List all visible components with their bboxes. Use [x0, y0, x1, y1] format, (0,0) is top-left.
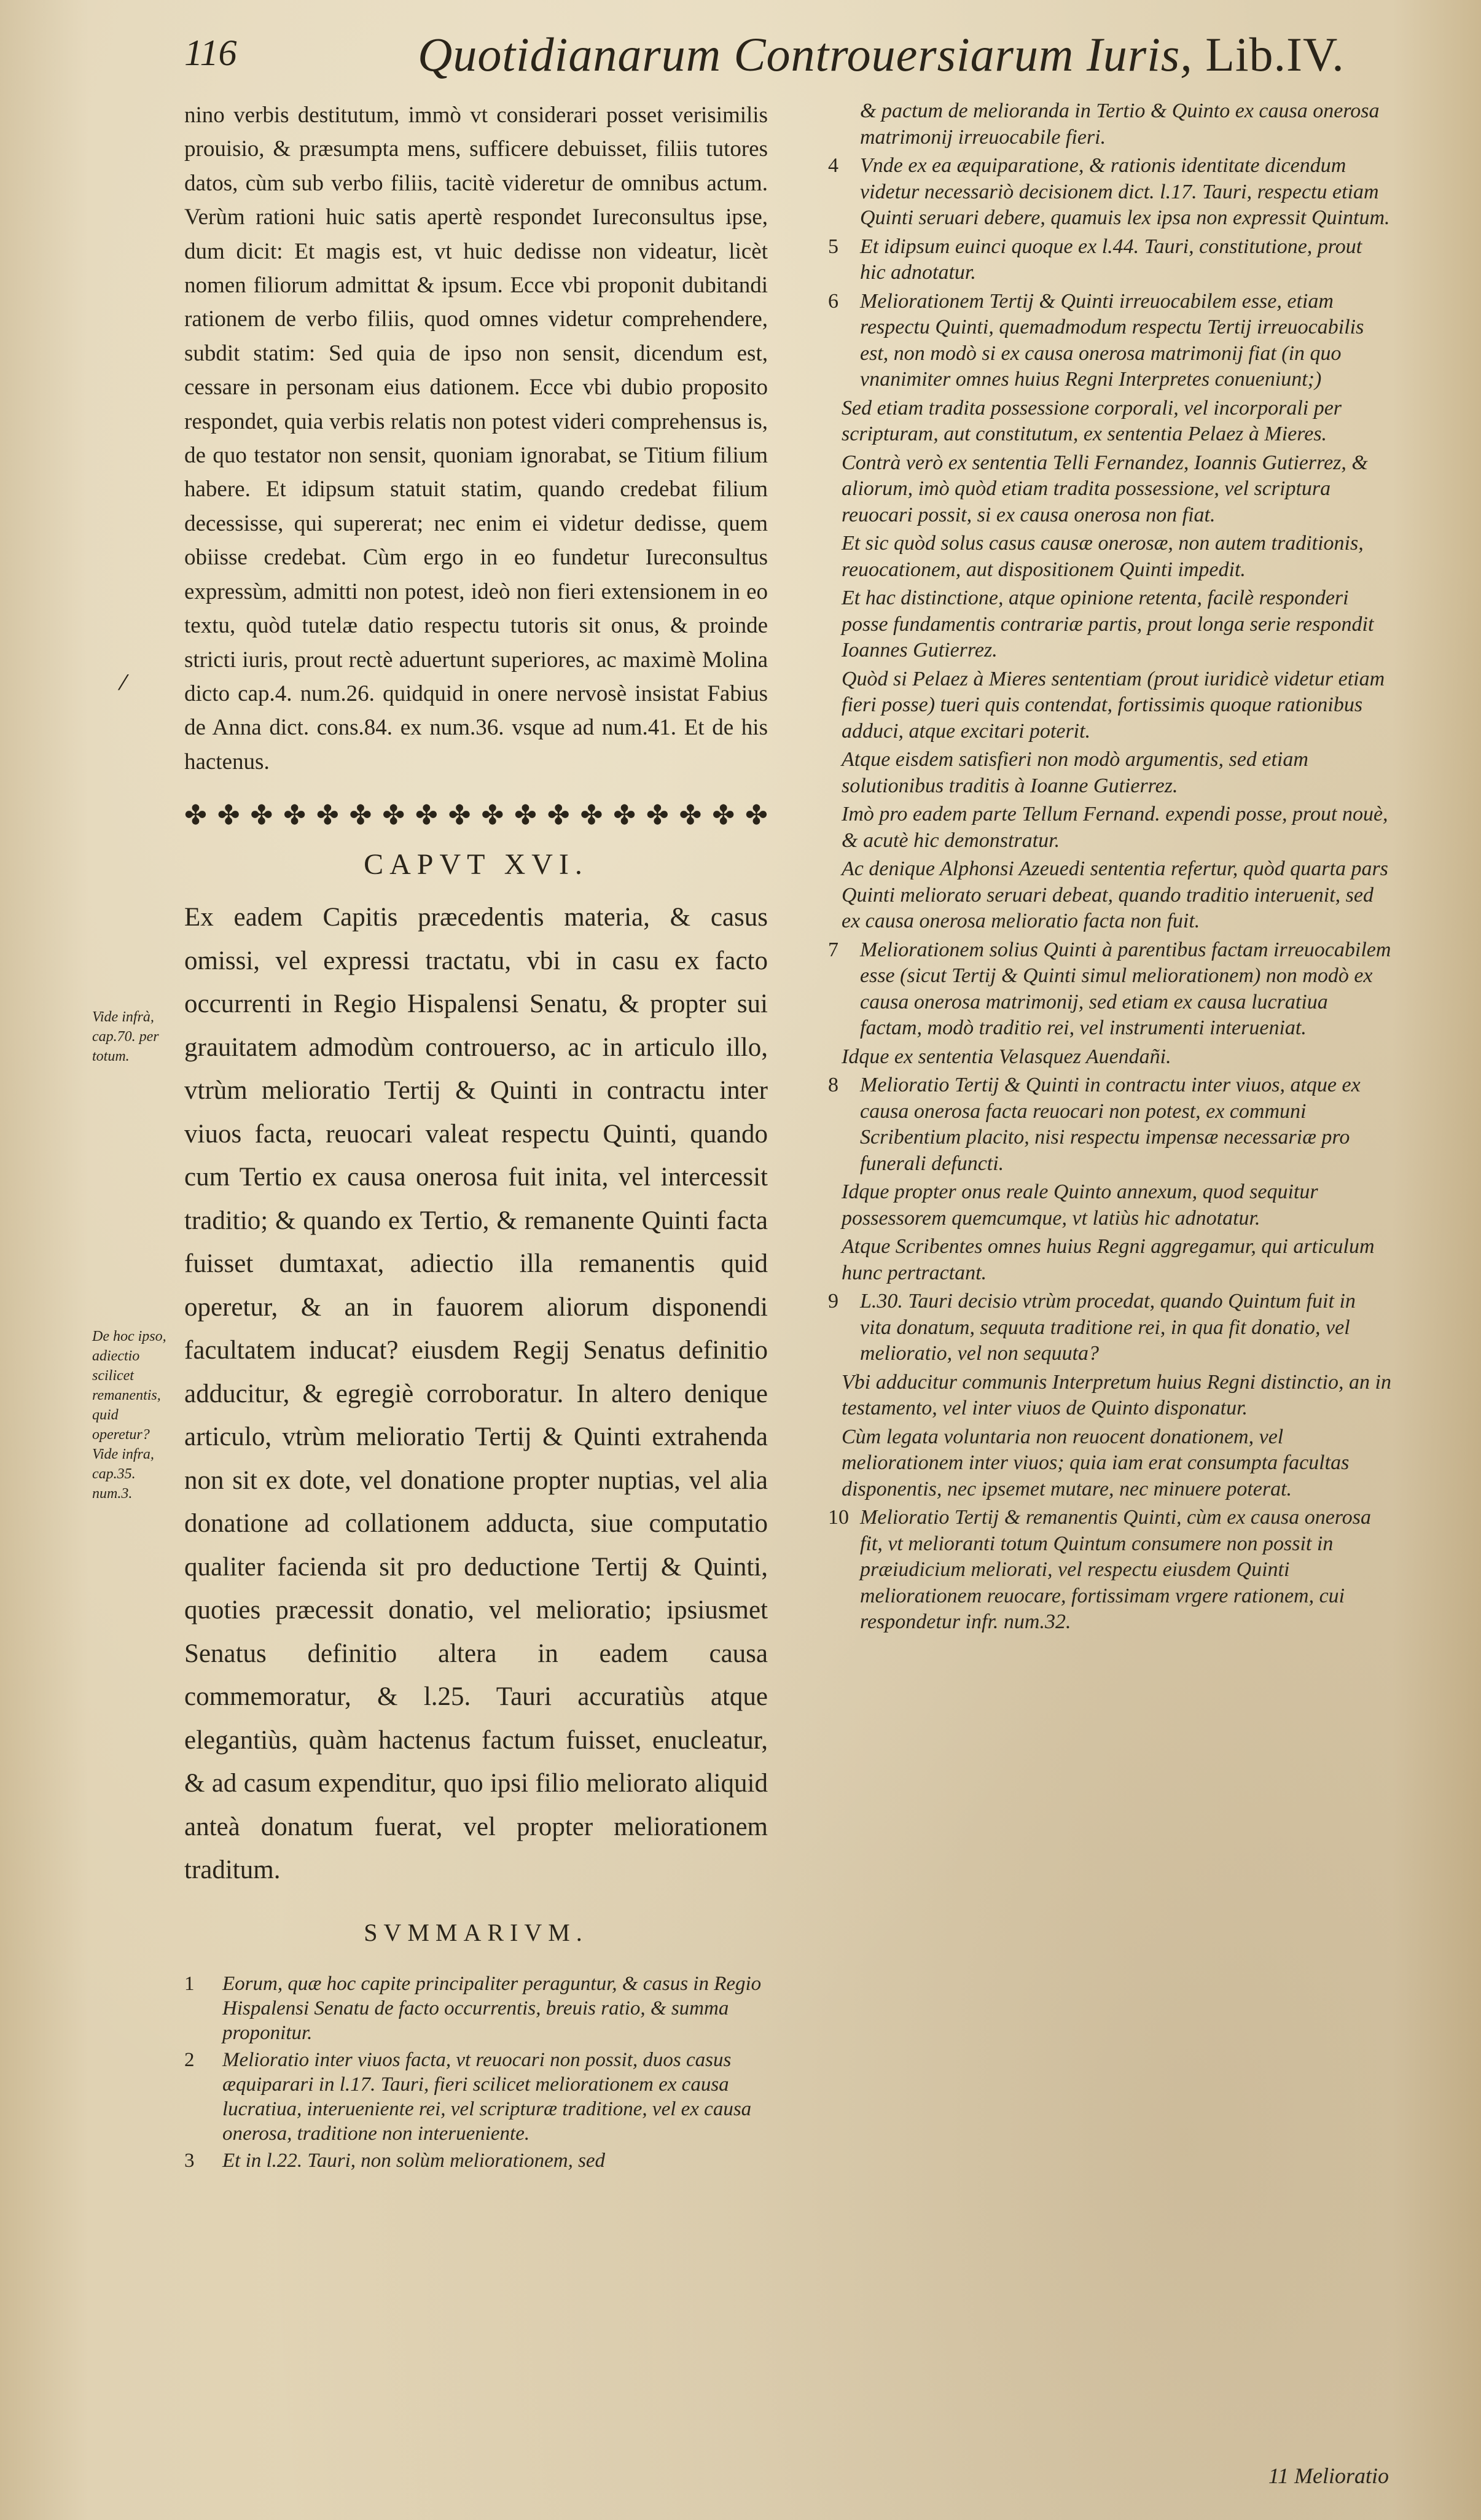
entry-text: Cùm legata voluntaria non reuocent donationem, vel meliorationem inter viuos; quia iam erat consumpta facultas disponentis, nec ipsemet mutare, nec minuere poterat. [842, 1425, 1350, 1500]
item-text: Et in l.22. Tauri, non solùm meliorationem, sed [222, 2149, 606, 2172]
entry-text: Et idipsum euinci quoque ex l.44. Tauri, constitutione, prout hic adnotatur. [860, 235, 1362, 284]
summarium-entry [823, 450, 1391, 529]
entry-text: Contrà verò ex sententia Telli Fernandez, Ioannis Gutierrez, & aliorum, imò quòd etiam tradita possessione, vel scriptura reuocari possit, si ex causa onerosa non fiat. [842, 451, 1368, 526]
fleuron-ornament: ✤ [349, 800, 372, 831]
item-number: 1 [184, 1972, 195, 1995]
ornamental-divider [184, 797, 768, 834]
item-number: 3 [184, 2149, 195, 2172]
fleuron-ornament: ✤ [217, 800, 240, 831]
fleuron-ornament: ✤ [316, 800, 339, 831]
fleuron-ornament: ✤ [382, 800, 405, 831]
item-number: 2 [184, 2048, 195, 2071]
running-title [418, 27, 1345, 82]
summarium-item [184, 2048, 768, 2146]
summarium-entry [823, 153, 1391, 232]
summarium-entry [823, 1044, 1391, 1071]
fleuron-ornament: ✤ [679, 800, 702, 831]
entry-text: Vbi adducitur communis Interpretum huius Regni distinctio, an in testamento, vel inter viuos de Quinto disponatur. [842, 1370, 1391, 1419]
entry-text: Melioratio Tertij & Quinti in contractu inter viuos, atque ex causa onerosa facta reuocari non potest, ex communi Scribentium placito, nisi respectu impensæ necessariæ pro funerali defuncti. [860, 1074, 1361, 1175]
entry-text: Idque ex sententia Velasquez Auendañi. [842, 1045, 1171, 1068]
summarium-entry [823, 666, 1391, 745]
chapter-heading: CAPVT XVI. [364, 848, 588, 881]
fleuron-ornament: ✤ [613, 800, 636, 831]
item-text: Eorum, quæ hoc capite principaliter peraguntur, & casus in Regio Hispalensi Senatu de facto occurrentis, breuis ratio, & summa proponitur. [222, 1972, 762, 2044]
margin-mark: ⁄ [122, 671, 125, 695]
summarium-entry [823, 98, 1391, 150]
entry-text: Sed etiam tradita possessione corporali, vel incorporali per scripturam, aut constitutum, ex sententia Pelaez à Mieres. [842, 396, 1342, 445]
summarium-entry [823, 856, 1391, 935]
summarium-item [184, 1972, 768, 2045]
fleuron-ornament: ✤ [184, 800, 207, 831]
entry-text: Et sic quòd solus casus causæ onerosæ, non autem traditionis, reuocationem, aut dispositionem Quinti impedit. [842, 532, 1364, 581]
summarium-list [184, 1972, 768, 2173]
summarium-entry [823, 396, 1391, 448]
summarium-entry [823, 937, 1391, 1042]
chapter-argument: Ex eadem Capitis præcedentis materia, & casus omissi, vel expressi tractatu, vbi in casu ex facto occurrenti in Regio Hispalensi Senatu, & propter sui grauitatem admodùm controuerso, ac in articulo illo, vtrùm melioratio Tertij & Quinti in contractu inter viuos facta, reuocari valeat respectu Quinti, quando cum Tertio ex causa onerosa fuit inita, vel intercessit traditio; & quando ex Tertio, & remanente Quinti facta fuisset dumtaxat, adiectio illa remanentis quid operetur, & an in fauorem aliorum disponendi facultatem inducat? eiusdem Regij Senatus definitio adducitur, & egregiè corroboratur. In altero denique articulo, vtrùm melioratio Tertij & Quinti extrahenda non sit ex dote, vel donatione propter nuptias, vel alia donatione ad collationem adducta, siue computatio qualiter facienda sit pro deductione Tertij & Quinti, quoties præcessit donatio, vel melioratio; ipsiusmet Senatus definitio altera in eadem causa commemoratur, & l.25. Tauri accuratiùs atque elegantiùs, quàm hactenus factum fuisset, enucleatur, & ad casum expenditur, quo ipsi filio meliorato aliquid anteà donatum fuerat, vel propter meliorationem traditum. [184, 903, 768, 1885]
fleuron-ornament: ✤ [514, 800, 537, 831]
page-number: 116 [184, 33, 237, 73]
summarium-entry [823, 1179, 1391, 1231]
fleuron-ornament: ✤ [744, 800, 768, 831]
left-column [184, 98, 768, 2175]
entry-number: 8 [828, 1074, 838, 1096]
entry-number: 10 [828, 1506, 849, 1529]
entry-text: Idque propter onus reale Quinto annexum, quod sequitur possessorem quemcumque, vt latiùs hic adnotatur. [842, 1180, 1318, 1230]
summarium-entry [823, 1289, 1391, 1367]
entry-number: 5 [828, 235, 838, 258]
running-title-text: Quotidianarum Controuersiarum Iuris, [418, 28, 1193, 81]
right-column [823, 98, 1391, 1638]
item-text: Melioratio inter viuos facta, vt reuocari non possit, duos casus æquiparari in l.17. Tauri, fieri scilicet meliorationem ex causa lucratiua, interueniente rei, vel scripturæ traditione, vel ex causa onerosa, traditione non interueniente. [222, 2048, 752, 2145]
entry-text: Meliorationem Tertij & Quinti irreuocabilem esse, etiam respectu Quinti, quemadmodum respectu Tertij irreuocabilis est, non modò si ex causa onerosa matrimonij fiat (in quo vnanimiter omnes huius Regni Interpretes conueniunt;) [860, 289, 1364, 391]
summarium-entry [823, 1505, 1391, 1636]
fleuron-ornament: ✤ [481, 800, 504, 831]
entry-text: Atque eisdem satisfieri non modò argumentis, sed etiam solutionibus traditis à Ioanne Gutierrez. [842, 748, 1308, 797]
fleuron-ornament: ✤ [415, 800, 438, 831]
entry-text: L.30. Tauri decisio vtrùm procedat, quando Quintum fuit in vita donatum, sequuta traditione rei, in qua fit donatio, vel melioratio, vel non sequuta? [860, 1290, 1356, 1365]
page-header [184, 25, 1351, 86]
entry-text: Ac denique Alphonsi Azeuedi sententia refertur, quòd quarta pars Quinti meliorato seruari debeat, quando traditio interuenit, sed ex causa onerosa melioratio facta non fuit. [842, 857, 1388, 932]
summarium-entry [823, 1234, 1391, 1286]
summarium-entry [823, 1370, 1391, 1422]
entry-text: & pactum de melioranda in Tertio & Quinto ex causa onerosa matrimonij irreuocabile fieri. [860, 99, 1380, 149]
intro-paragraph: nino verbis destitutum, immò vt considerari posset verisimilis prouisio, & præsumpta mens, sufficere debuisset, filiis tutores datos, cùm sub verbo filiis, tacitè videretur de omnibus actum. Verùm rationi huic satis apertè respondet Iureconsultus ipse, dum dicit: Et magis est, vt huic dedisse non videatur, licèt nomen filiorum admittat & ipsum. Ecce vbi proponit dubitandi rationem de verbo filiis, quod omnes videtur comprehendere, subdit statim: Sed quia de ipso non sensit, dicendum est, cessare in personam eius dationem. Ecce vbi dubio proposito respondet, quia verbis relatis non potest videri comprehensus is, de quo testator non sensit, quoniam ignorabat, se Titium filium habere. Et idipsum statuit statim, quando credebat filium decessisse, qui supererat; nec enim ei videtur dedisse, quem obiisse credebat. Cùm ergo in eo fundetur Iureconsultus expressùm, admitti non potest, ideò non fieri extensionem in eo textu, quòd tutelæ datio respectu tutoris sit onus, & proinde stricti iuris, prout rectè aduertunt superiores, ac maximè Molina dicto cap.4. num.26. quidquid in onere nervosè insistat Fabius de Anna dict. cons.84. ex num.36. vsque ad num.41. Et de his hactenus. [184, 103, 768, 774]
catchword: 11 Melioratio [1268, 2463, 1389, 2488]
fleuron-ornament: ✤ [250, 800, 273, 831]
summarium-entry [823, 234, 1391, 286]
fleuron-ornament: ✤ [712, 800, 735, 831]
entry-text: Atque Scribentes omnes huius Regni aggregamur, qui articulum hunc pertractant. [842, 1235, 1375, 1284]
margin-note-2: De hoc ipso, adiectio scilicet remanentis, quid operetur? Vide infra, cap.35. num.3. [92, 1328, 166, 1502]
fleuron-ornament: ✤ [646, 800, 669, 831]
fleuron-ornament: ✤ [448, 800, 471, 831]
entry-text: Et hac distinctione, atque opinione retenta, facilè responderi posse fundamentis contrariæ partis, prout longa serie respondit Ioannes Gutierrez. [842, 587, 1374, 661]
entry-text: Vnde ex ea æquiparatione, & rationis identitate dicendum videtur necessariò decisionem dict. l.17. Tauri, respectu etiam Quinti seruari debere, quamuis lex ipsa non expressit Quintum. [860, 154, 1390, 229]
summarium-entry [823, 531, 1391, 583]
summarium-entry [823, 747, 1391, 799]
entry-number: 9 [828, 1290, 838, 1313]
entry-text: Melioratio Tertij & remanentis Quinti, cùm ex causa onerosa fit, vt melioranti totum Quintum consumere non possit in præiudicium meliorati, vel respectu eiusdem Quinti meliorationem reuocare, fortissimam vrgere rationem, cui respondetur infr. num.32. [860, 1506, 1371, 1633]
entry-number: 6 [828, 289, 838, 313]
fleuron-ornament: ✤ [547, 800, 570, 831]
fleuron-ornament: ✤ [283, 800, 306, 831]
summarium-entry [823, 289, 1391, 393]
fleuron-ornament: ✤ [580, 800, 603, 831]
summarium-entry [823, 802, 1391, 854]
summarium-heading: SVMMARIVM. [364, 1918, 588, 1946]
entry-number: 4 [828, 154, 838, 177]
summarium-entry [823, 1424, 1391, 1503]
margin-note-1: Vide infrà, cap.70. per totum. [92, 1009, 159, 1064]
summarium-entry [823, 585, 1391, 664]
summarium-item [184, 2148, 768, 2173]
entry-number: 7 [828, 938, 838, 961]
entry-text: Meliorationem solius Quinti à parentibus factam irreuocabilem esse (sicut Tertij & Quinti simul meliorationem) non modò ex causa onerosa matrimonij, sed etiam ex causa lucratiua factam, modò traditio rei, vel instrumenti interueniat. [860, 938, 1391, 1039]
summarium-entry [823, 1072, 1391, 1177]
book-number: Lib.IV. [1205, 28, 1345, 81]
entry-text: Imò pro eadem parte Tellum Fernand. expendi posse, prout nouè, & acutè hic demonstratur. [842, 803, 1388, 852]
entry-text: Quòd si Pelaez à Mieres sententiam (prout iuridicè videtur etiam fieri posse) tueri quis contendat, fortissimis quoque rationibus adduci, atque excitari poterit. [842, 667, 1385, 743]
